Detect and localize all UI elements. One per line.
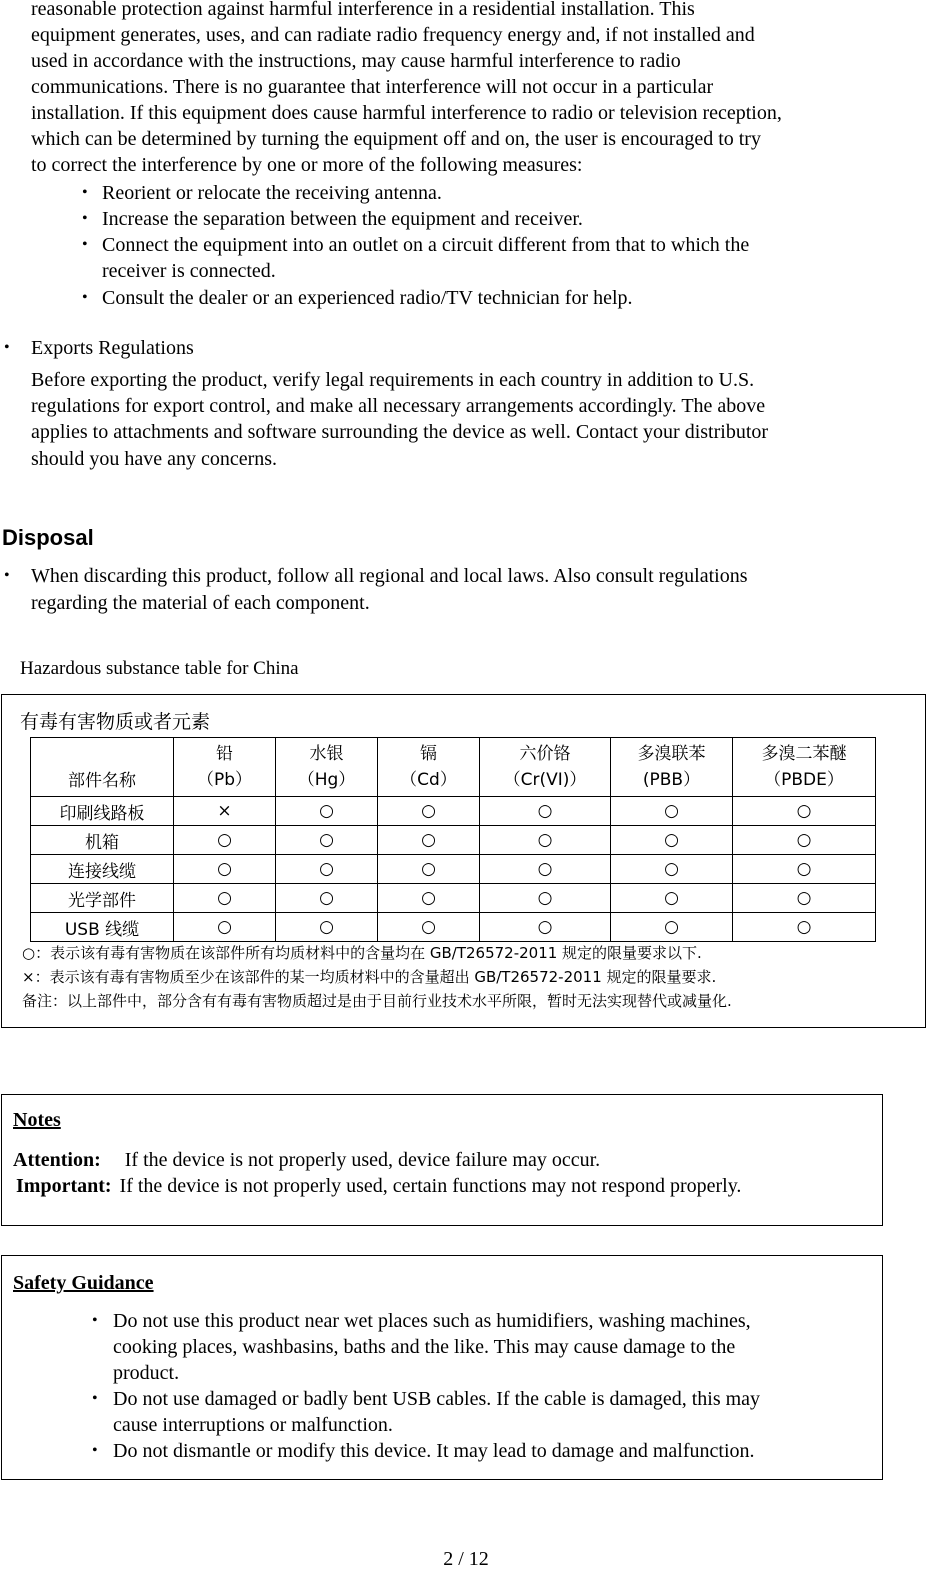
intro-line: installation. If this equipment does cause harmful interference to radio or television reception, [31, 102, 782, 124]
intro-line: equipment generates, uses, and can radiate radio frequency energy and, if not installed and [31, 24, 755, 46]
important-label: Important: [16, 1175, 112, 1197]
table-cell: ○ [733, 855, 876, 884]
table-cell: ○ [611, 884, 733, 913]
table-cell: ○ [733, 797, 876, 826]
attention-label: Attention: [13, 1149, 101, 1171]
table-cell: ○ [733, 913, 876, 942]
list-item: Do not dismantle or modify this device. It may lead to damage and malfunction. [113, 1440, 755, 1462]
hazard-note-cross: ×：表示该有毒有害物质至少在该部件的某一均质材料中的含量超出 GB/T26572-2011 规定的限量要求. [22, 968, 717, 986]
table-cell: ○ [480, 855, 611, 884]
table-cell: ○ [733, 884, 876, 913]
table-header-row [31, 738, 876, 797]
table-cell: ○ [276, 884, 378, 913]
section-heading: Exports Regulations [31, 337, 194, 359]
disposal-heading: Disposal [2, 525, 94, 550]
list-item: Reorient or relocate the receiving antenna. [102, 182, 442, 204]
table-cell: ○ [378, 797, 480, 826]
list-item: Do not use damaged or badly bent USB cables. If the cable is damaged, this may [113, 1388, 761, 1410]
column-header: 多溴二苯醚 （PBDE） [733, 738, 876, 797]
list-item-continued: receiver is connected. [102, 260, 276, 282]
attention-text: If the device is not properly used, device failure may occur. [124, 1149, 601, 1171]
table-row [31, 855, 876, 884]
attention-line [13, 1147, 600, 1173]
list-item-continued: cooking places, washbasins, baths and the like. This may cause damage to the [113, 1336, 736, 1358]
table-cell: ○ [174, 855, 276, 884]
hazard-note-remark: 备注：以上部件中，部分含有有毒有害物质超过是由于目前行业技术水平所限，暂时无法实现替代或减量化. [22, 992, 732, 1010]
paragraph-line: should you have any concerns. [31, 448, 278, 470]
table-cell: ○ [174, 913, 276, 942]
table-cell: ○ [276, 797, 378, 826]
table-cell: ○ [480, 884, 611, 913]
table-cell: 印刷线路板 [31, 797, 174, 826]
table-cell: ○ [174, 826, 276, 855]
bullet-icon: • [82, 236, 88, 253]
table-cell: ○ [174, 884, 276, 913]
intro-line: reasonable protection against harmful interference in a residential installation. This [31, 0, 695, 20]
table-cell: ○ [611, 797, 733, 826]
page-number: 2 / 12 [443, 1548, 489, 1570]
paragraph-line: Before exporting the product, verify legal requirements in each country in addition to U.S. [31, 369, 755, 391]
table-cell: ○ [480, 797, 611, 826]
table-cell: ○ [480, 826, 611, 855]
intro-line: used in accordance with the instructions, may cause harmful interference to radio [31, 50, 681, 72]
notes-title: Notes [13, 1109, 61, 1131]
table-cell: ○ [611, 913, 733, 942]
bullet-icon: • [92, 1442, 98, 1459]
table-row [31, 797, 876, 826]
paragraph-line: regulations for export control, and make all necessary arrangements accordingly. The above [31, 395, 766, 417]
important-text: If the device is not properly used, certain functions may not respond properly. [119, 1175, 742, 1197]
intro-line: to correct the interference by one or more of the following measures: [31, 154, 583, 176]
table-cell: ○ [611, 855, 733, 884]
table-cell: ○ [378, 855, 480, 884]
bullet-icon: • [82, 184, 88, 201]
bullet-icon: • [4, 567, 10, 584]
paragraph-line: When discarding this product, follow all regional and local laws. Also consult regulations [31, 565, 748, 587]
bullet-icon: • [92, 1390, 98, 1407]
intro-line: communications. There is no guarantee that interference will not occur in a particular [31, 76, 714, 98]
important-line [16, 1173, 741, 1199]
table-row [31, 884, 876, 913]
list-item-continued: product. [113, 1362, 180, 1384]
table-cell: USB 线缆 [31, 913, 174, 942]
safety-title: Safety Guidance [13, 1272, 154, 1294]
table-cell: ○ [378, 826, 480, 855]
paragraph-line: regarding the material of each component. [31, 592, 370, 614]
table-cell: ○ [480, 913, 611, 942]
column-header: 六价铬 （Cr(VI)） [480, 738, 611, 797]
paragraph-line: applies to attachments and software surrounding the device as well. Contact your distributor [31, 421, 769, 443]
column-header: 铅 （Pb） [174, 738, 276, 797]
bullet-icon: • [92, 1312, 98, 1329]
column-header: 镉 （Cd） [378, 738, 480, 797]
table-cell: ○ [276, 855, 378, 884]
bullet-icon: • [82, 210, 88, 227]
hazard-table-caption: 有毒有害物质或者元素 [20, 711, 211, 733]
table-row [31, 826, 876, 855]
list-item: Connect the equipment into an outlet on a circuit different from that to which the [102, 234, 750, 256]
column-header: 多溴联苯 (PBB） [611, 738, 733, 797]
list-item: Do not use this product near wet places such as humidifiers, washing machines, [113, 1310, 751, 1332]
hazard-table [30, 737, 876, 942]
table-cell: ○ [378, 913, 480, 942]
table-cell: ○ [611, 826, 733, 855]
list-item: Increase the separation between the equipment and receiver. [102, 208, 583, 230]
table-cell: ○ [276, 826, 378, 855]
table-cell: 机箱 [31, 826, 174, 855]
table-cell: 连接线缆 [31, 855, 174, 884]
table-cell: ○ [733, 826, 876, 855]
hazard-note-circle: ○：表示该有毒有害物质在该部件所有均质材料中的含量均在 GB/T26572-2011 规定的限量要求以下. [22, 944, 702, 962]
bullet-icon: • [4, 339, 10, 356]
column-header: 水银 （Hg） [276, 738, 378, 797]
table-cell: 光学部件 [31, 884, 174, 913]
table-cell: ○ [276, 913, 378, 942]
table-cell: ○ [378, 884, 480, 913]
table-cell: × [174, 797, 276, 826]
list-item-continued: cause interruptions or malfunction. [113, 1414, 393, 1436]
bullet-icon: • [82, 289, 88, 306]
intro-line: which can be determined by turning the equipment off and on, the user is encouraged to try [31, 128, 761, 150]
table-row [31, 913, 876, 942]
column-header: 部件名称 [31, 738, 174, 797]
hazard-table-label: Hazardous substance table for China [20, 658, 299, 679]
list-item: Consult the dealer or an experienced radio/TV technician for help. [102, 287, 633, 309]
